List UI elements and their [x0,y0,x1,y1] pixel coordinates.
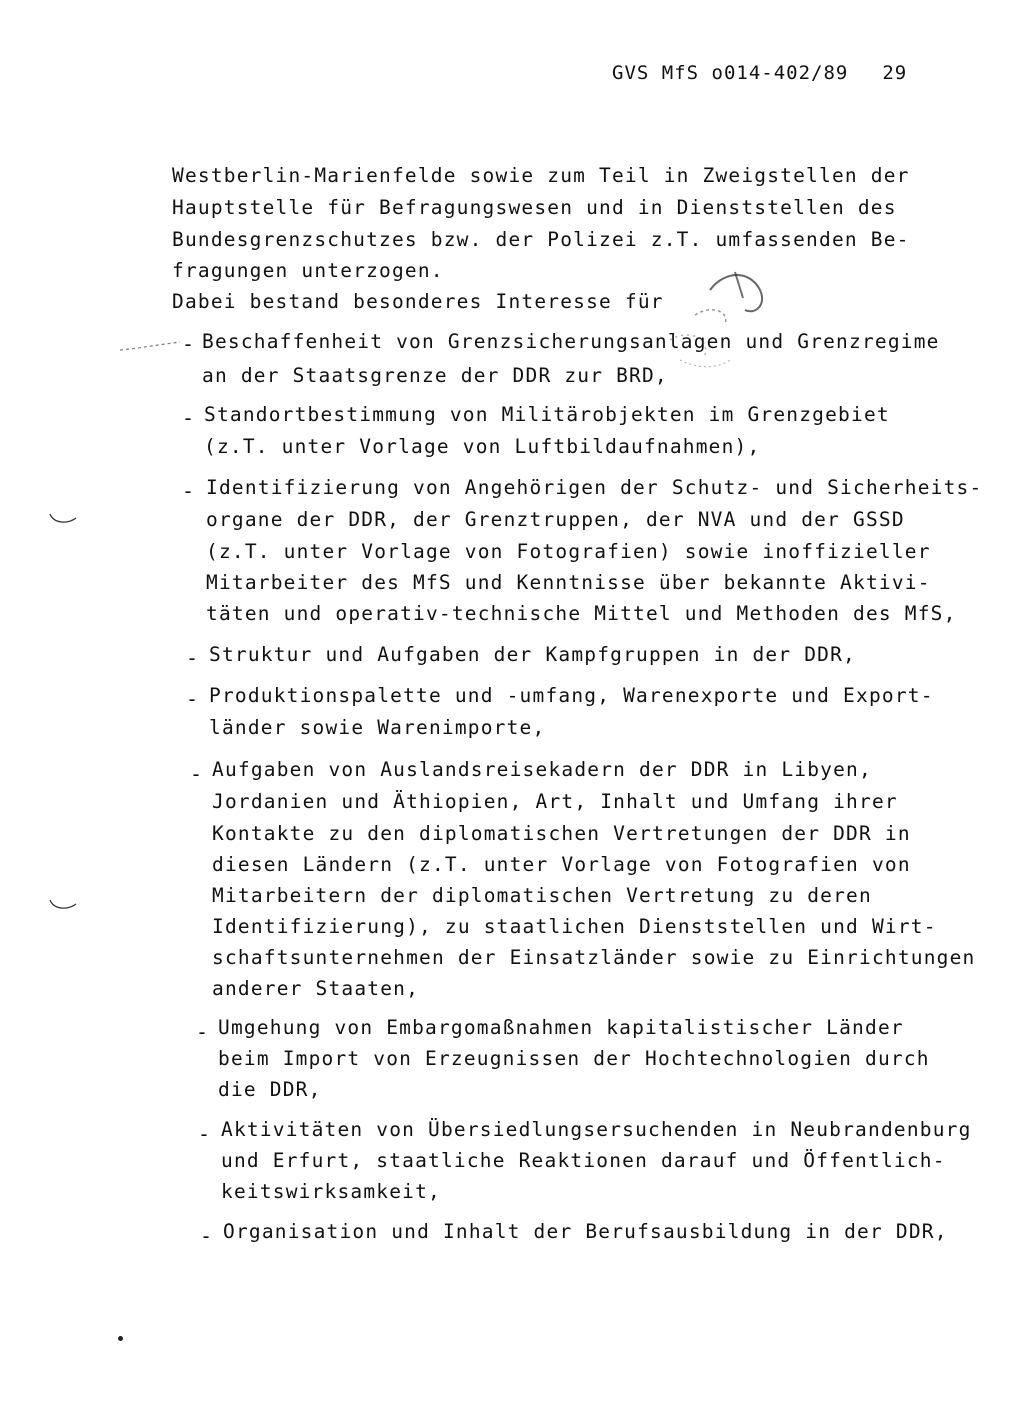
margin-curve-mark [48,512,78,526]
list-item-line: länder sowie Warenimporte, [209,716,546,739]
list-item-line: Beschaffenheit von Grenzsicherungsanlagen und Grenzregime [202,330,940,353]
list-bullet: - [186,687,199,711]
list-item-line: Standortbestimmung von Militärobjekten im Grenzgebiet [204,403,890,426]
list-item-line: Jordanien und Äthiopien, Art, Inhalt und Umfang ihrer [212,790,898,813]
list-item-line: (z.T. unter Vorlage von Fotografien) sowie inoffizieller [206,540,931,563]
list-item-line: Identifizierung von Angehörigen der Schutz- und Sicherheits- [206,476,983,499]
list-item-line: Mitarbeiter des MfS und Kenntnisse über bekannte Aktivi- [206,571,931,594]
list-item-line: an der Staatsgrenze der DDR zur BRD, [202,364,668,387]
handwritten-stamp-mark [655,260,785,380]
list-bullet: - [186,646,199,670]
ink-dot [118,1336,123,1341]
list-item-line: täten und operativ-technische Mittel und Methoden des MfS, [206,602,957,625]
list-bullet: - [198,1122,211,1146]
list-item-line: und Erfurt, staatliche Reaktionen darauf und Öffentlich- [221,1149,946,1172]
list-item-line: anderer Staaten, [212,977,420,1000]
list-bullet: - [196,1020,209,1044]
page-number: 29 [882,62,908,84]
intro-line: fragungen unterzogen. [172,259,444,282]
list-item-line: Umgehung von Embargomaßnahmen kapitalistischer Länder [218,1016,904,1039]
list-item-line: Aktivitäten von Übersiedlungsersuchenden in Neubrandenburg [221,1118,972,1141]
list-item-line: (z.T. unter Vorlage von Luftbildaufnahmen), [204,435,761,458]
list-bullet: - [200,1224,213,1248]
list-item-line: diesen Ländern (z.T. unter Vorlage von Fotografien von [212,853,911,876]
list-bullet: - [190,762,203,786]
list-item-line: Produktionspalette und -umfang, Warenexporte und Export- [209,684,934,707]
list-item-line: organe der DDR, der Grenztruppen, der NVA und der GSSD [206,508,905,531]
intro-line: Dabei bestand besonderes Interesse für [172,290,664,313]
document-reference: GVS MfS o014-402/89 [612,62,849,84]
list-item-line: beim Import von Erzeugnissen der Hochtechnologien durch [218,1047,930,1070]
margin-curve-mark [48,898,78,912]
list-item-line: die DDR, [218,1078,322,1101]
intro-line: Bundesgrenzschutzes bzw. der Polizei z.T. umfassenden Be- [172,228,910,251]
list-item-line: Kontakte zu den diplomatischen Vertretungen der DDR in [212,822,911,845]
list-bullet: - [182,406,195,430]
page-header [612,62,907,84]
list-bullet: - [182,479,195,503]
list-item-line: Organisation und Inhalt der Berufsausbildung in der DDR, [223,1220,948,1243]
list-item-line: Identifizierung), zu staatlichen Dienststellen und Wirt- [212,915,937,938]
margin-scribble [118,336,188,356]
list-bullet: - [182,332,195,356]
list-item-line: Aufgaben von Auslandsreisekadern der DDR in Libyen, [212,758,872,781]
intro-line: Westberlin-Marienfelde sowie zum Teil in Zweigstellen der [172,164,910,187]
intro-line: Hauptstelle für Befragungswesen und in Dienststellen des [172,196,897,219]
list-item-line: schaftsunternehmen der Einsatzländer sowie zu Einrichtungen [212,946,976,969]
list-item-line: Struktur und Aufgaben der Kampfgruppen in der DDR, [209,643,856,666]
list-item-line: Mitarbeitern der diplomatischen Vertretung zu deren [212,884,872,907]
list-item-line: keitswirksamkeit, [221,1180,441,1203]
